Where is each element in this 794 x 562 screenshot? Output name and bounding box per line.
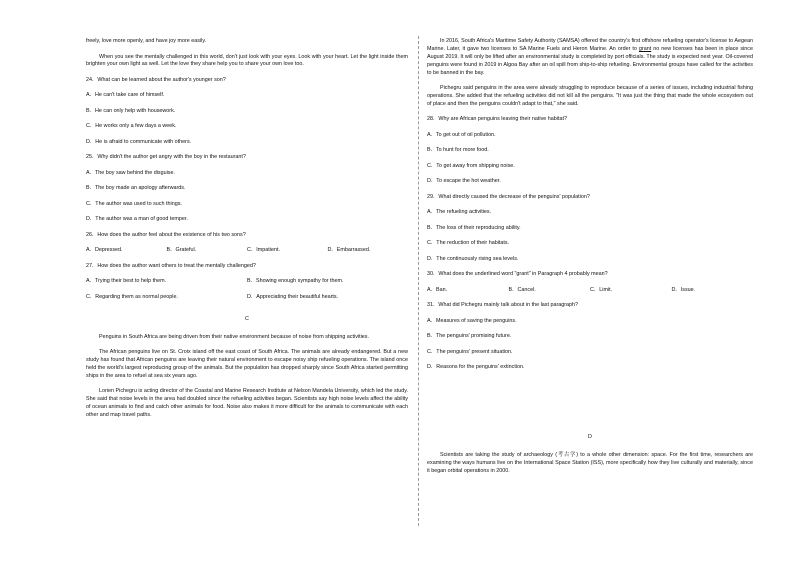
question-30-options bbox=[427, 287, 753, 295]
passage-b-paragraph-end: freely, love more openly, and have joy more easily. bbox=[86, 38, 207, 44]
question-31-stem: 31．What did Pichegru mainly talk about in the last paragraph? bbox=[427, 302, 579, 309]
question-27-option-d: D．Appreciating their beautiful hearts. bbox=[247, 293, 339, 300]
question-30-option-b: B．Cancel. bbox=[508, 286, 536, 293]
passage-d-paragraph-1: Scientists are taking the study of archaeology (考古学) to a whole other dimension: space. For the first time, researchers are examining the ways humans live on the International Space Station (ISS), more specifically how they live culturally and materially, since it began orbital operations in 2000. bbox=[427, 451, 753, 474]
question-30 bbox=[427, 271, 753, 294]
question-24-stem: 24．What can be learned about the author's younger son? bbox=[86, 76, 226, 83]
question-26-option-a: A．Depressed. bbox=[86, 247, 123, 254]
question-30-option-a: A．Ban. bbox=[427, 286, 448, 293]
question-26-option-c: C．Impatient. bbox=[247, 247, 280, 254]
question-29-option-b: B．The loss of their reproducing ability. bbox=[427, 224, 521, 231]
question-27 bbox=[86, 263, 408, 302]
question-24-option-c: C．He works only a few days a week. bbox=[86, 123, 177, 130]
question-30-option-c: C．Limit. bbox=[590, 286, 613, 293]
question-27-stem: 27．How does the author want others to treat the mentally challenged? bbox=[86, 262, 256, 269]
question-24-option-a: A．He can't take care of himself. bbox=[86, 92, 165, 99]
question-31-option-c: C．The penguins' present situation. bbox=[427, 348, 513, 355]
question-24 bbox=[86, 77, 408, 147]
question-26 bbox=[86, 232, 408, 255]
question-27-option-b: B．Showing enough sympathy for them. bbox=[247, 278, 344, 285]
passage-c-paragraph-5: Pichegru said penguins in the area were already struggling to reproduce because of a series of issues, including industrial fishing operations. She added that the refueling activities did not kill all the penguins. "It was just the thing that made the whole ecosystem out of place and then the penguins couldn't adapt to that," she said. bbox=[427, 85, 753, 107]
question-25-option-a: A．The boy saw behind the disguise. bbox=[86, 169, 175, 176]
paragraph-4-text-before: In 2016, South Africa's Maritime Safety Authority (SAMSA) offered the country's first offshore refueling operator's license to Aegean Marine. Later, it gave two licenses to SA Marine Fuels and Heron Marine. An order to bbox=[427, 38, 753, 52]
question-27-option-c: C．Regarding them as normal people. bbox=[86, 293, 178, 300]
question-28-option-d: D．To escape the hot weather. bbox=[427, 178, 501, 185]
question-27-option-a: A．Trying their best to help them. bbox=[86, 278, 167, 285]
spacer bbox=[427, 380, 753, 420]
question-29 bbox=[427, 194, 753, 264]
question-31-option-a: A．Measures of saving the penguins. bbox=[427, 317, 517, 324]
question-24-option-b: B．He can only help with housework. bbox=[86, 107, 176, 114]
question-31-option-b: B．The penguins' promising future. bbox=[427, 333, 512, 340]
question-25-stem: 25．Why didn't the author get angry with the boy in the restaurant? bbox=[86, 154, 246, 161]
question-28-option-a: A．To get out of oil pollution. bbox=[427, 131, 496, 138]
question-25 bbox=[86, 154, 408, 224]
passage-c-paragraph-1: Penguins in South Africa are being driven from their native environment because of noise from shipping activities. bbox=[99, 333, 369, 340]
question-26-options bbox=[86, 247, 408, 255]
left-column bbox=[86, 38, 408, 428]
question-29-option-d: D．The continuously rising sea levels. bbox=[427, 255, 519, 262]
question-30-stem: 30．What does the underlined word "grant" in Paragraph 4 probably mean? bbox=[427, 271, 608, 278]
question-27-options-row-2 bbox=[86, 294, 408, 302]
passage-c-paragraph-4 bbox=[427, 38, 753, 78]
question-27-options-row-1 bbox=[86, 278, 408, 286]
question-25-option-b: B．The boy made an apology afterwards. bbox=[86, 185, 186, 192]
right-column bbox=[427, 38, 753, 483]
passage-b-final-paragraph: When you see the mentally challenged in this world, don't just look with your eyes. Look with your heart. Let the light inside them brighten your own light as well. Let the love they share help you to share your own love too. bbox=[86, 53, 408, 68]
question-28-option-c: C．To get away from shipping noise. bbox=[427, 162, 515, 169]
question-26-option-b: B．Grateful. bbox=[166, 247, 197, 254]
question-29-option-a: A．The refueling activities. bbox=[427, 209, 492, 216]
section-c-heading: C bbox=[245, 315, 249, 322]
question-25-option-c: C．The author was used to such things. bbox=[86, 200, 182, 207]
question-28-option-b: B．To hunt for more food. bbox=[427, 147, 489, 154]
question-28 bbox=[427, 116, 753, 186]
question-26-option-d: D．Embarrassed. bbox=[327, 247, 371, 254]
question-24-option-d: D．He is afraid to communicate with others. bbox=[86, 138, 192, 145]
question-31 bbox=[427, 302, 753, 372]
question-31-option-d: D．Reasons for the penguins' extinction. bbox=[427, 364, 525, 371]
question-29-stem: 29．What directly caused the decrease of the penguins' population? bbox=[427, 193, 590, 200]
question-26-stem: 26．How does the author feel about the existence of his two sons? bbox=[86, 231, 246, 238]
question-30-option-d: D．Issue. bbox=[671, 286, 696, 293]
column-divider bbox=[418, 36, 419, 526]
passage-c-paragraph-3: Lorien Pichegru is acting director of the Coastal and Marine Research Institute at Nelson Mandela University, which led the study. She said that noise levels in the area had doubled since the refueling activities began. Scientists say high noise levels affect the ability of ocean animals to find and catch other animals for food. Noise also makes it more difficult for the animals to communicate with each other and map travel paths. bbox=[86, 388, 408, 419]
passage-c-paragraph-2: The African penguins live on St. Croix island off the east coast of South Africa. The animals are already endangered. But a new study has found that African penguins are leaving their natural environment to escape noisy ship refueling operations. The island once held the world's largest reproducing group of the animals. But the population has dropped sharply since South Africa started permitting ships in the area to refuel at sea six years ago. bbox=[86, 349, 408, 379]
section-d-heading: D bbox=[588, 433, 592, 440]
question-25-option-d: D．The author was a man of good temper. bbox=[86, 216, 188, 223]
underlined-word-grant: grant bbox=[638, 45, 652, 52]
question-29-option-c: C．The reduction of their habitats. bbox=[427, 240, 510, 247]
question-28-stem: 28．Why are African penguins leaving their native habitat? bbox=[427, 116, 567, 123]
paragraph-4-text-after: no new licenses has been in place since August 2019. It will only be lifted after an environmental study is completed by port officials. The study is expected next year. Oil-covered penguins were found in 2019 in Algoa Bay after an oil spill from ship-to-ship refueling. Environmental groups have called for the activities to be banned in the bay. bbox=[427, 45, 753, 76]
